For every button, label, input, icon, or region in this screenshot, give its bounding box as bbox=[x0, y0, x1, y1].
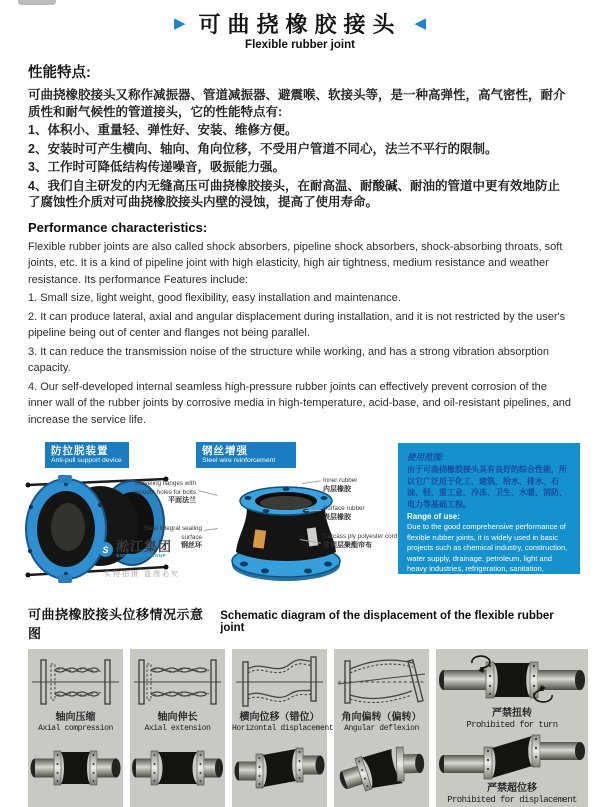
caption-en: Horizontal displacement bbox=[232, 724, 334, 733]
schematic-heading-en: Schematic diagram of the displacement of the flexible rubber joint bbox=[220, 610, 554, 634]
annotation-carcass-ply-en: Carcass ply polyester cord bbox=[323, 533, 398, 540]
caption-cn: 轴向伸长 bbox=[157, 712, 198, 723]
caption-cn: 横向位移（错位） bbox=[239, 712, 320, 723]
features-cn-item-4: 4、我们自主研发的内无缝高压可曲挠橡胶接头，在耐高温、耐酸碱、耐油的管道中更有效地防止了腐蚀性介质对可曲挠橡胶接头内壁的浸蚀，提高了使用寿命。 bbox=[28, 178, 560, 209]
caption-en: Axial compression bbox=[38, 724, 113, 733]
anti-pull-label-en: Anti-pull support device bbox=[51, 457, 122, 464]
annotation-swiveling-flanges-en1: Swiveling flanges with bbox=[134, 480, 196, 487]
annotation-surface-rubber-cn: 表层橡胶 bbox=[323, 513, 351, 521]
features-cn-heading: 性能特点: bbox=[28, 65, 91, 81]
annotation-inner-rubber-cn: 内层橡胶 bbox=[323, 485, 351, 493]
panel-prohibited bbox=[436, 649, 588, 807]
panel-axial-extension bbox=[130, 649, 225, 807]
features-en-item-4: 4. Our self-developed internal seamless high-pressure rubber joints can effectively prevent corrosion of the inner wall of the rubber joints by corrosive media in high-temperature, acid-base, and oil-resistant pipelines, and increase the service life. bbox=[28, 380, 571, 426]
annotation-surface-rubber-en: Surface rubber bbox=[323, 505, 365, 512]
corner-artifact bbox=[18, 0, 56, 5]
watermark-english: SONGJIANGGROUP bbox=[116, 553, 167, 558]
annotation-inner-rubber bbox=[323, 477, 357, 494]
title-chinese: 可曲挠橡胶接头 bbox=[198, 12, 402, 37]
features-cn-intro: 可曲挠橡胶接头又称作减振器、管道减振器、避震喉、软接头等，是一种高弹性，高气密性，耐介质性和耐气候性的管道接头，它的性能特点有: bbox=[28, 88, 566, 119]
product-gallery bbox=[0, 436, 600, 594]
prohibited-turn-photo bbox=[436, 651, 588, 707]
axial-extension-photo bbox=[130, 737, 225, 799]
range-of-use-box bbox=[398, 443, 580, 584]
anti-pull-label bbox=[45, 442, 129, 468]
features-cn-item-1: 1、体积小、重量轻、弹性好、安装、维修方便。 bbox=[28, 123, 298, 137]
features-en-intro: Flexible rubber joints are also called shock absorbers, pipeline shock absorbers, shock-absorbing throats, soft joints, etc. It is a kind of pipeline joint with high elasticity, high air tightness, medium resistance and weather resistance. Its performance Features include: bbox=[28, 240, 563, 286]
range-body-en: Due to the good comprehensive performance of flexible rubber joints, it is widely used in basic projects such as chemical industry, construction, water supply, drainage, petroleum, light and heavy industries, refrigeration, sanitation, plumbing, fire fighting, and electric power. bbox=[407, 522, 568, 584]
caption-cn: 严禁扭转 bbox=[492, 708, 532, 719]
leader-line bbox=[204, 528, 218, 531]
annotation-surface-rubber bbox=[323, 505, 365, 522]
annotation-swiveling-flanges-en2: smooth holes for bolts bbox=[134, 488, 196, 496]
caption-en: Prohibited for turn bbox=[466, 720, 558, 730]
panel-horizontal-displacement bbox=[232, 649, 334, 807]
leader-line bbox=[305, 510, 321, 511]
features-cn-item-3: 3、工作时可降低结构传递噪音，吸振能力强。 bbox=[28, 160, 285, 174]
features-cn-item-2: 2、安装时可产生横向、轴向、角向位移，不受用户管道不同心，法兰不平行的限制。 bbox=[28, 141, 498, 156]
right-triangle-icon: ◀ bbox=[414, 15, 427, 32]
schematic-heading bbox=[28, 604, 572, 642]
caption-en: Prohibited for displacement bbox=[447, 795, 577, 805]
annotation-sealing-surface-cn: 钢丝环 bbox=[181, 542, 202, 549]
horizontal-displacement-diagram bbox=[232, 653, 327, 711]
panel-angular-deflexion bbox=[334, 649, 429, 807]
caption-en: Axial extension bbox=[144, 724, 211, 733]
caption-cn: 严禁超位移 bbox=[487, 783, 537, 794]
displacement-panels bbox=[28, 649, 600, 807]
songjiang-logo-icon: S bbox=[98, 542, 113, 557]
watermark bbox=[98, 540, 172, 558]
caption-cn: 角向偏转（偏转） bbox=[341, 712, 422, 723]
leader-line bbox=[198, 490, 218, 496]
anti-pull-label-cn: 防拉脱装置 bbox=[51, 445, 109, 457]
page-title bbox=[0, 0, 600, 39]
angular-deflexion-photo bbox=[334, 737, 429, 799]
panel-axial-compression bbox=[28, 649, 123, 807]
range-body-cn: 由于可曲挠橡胶接头具有良好的综合性能，所以它广泛用于化工、建筑、给水、排水、石油、轻、重工业、冷冻、卫生、水暖、消防、电力等基础工程。 bbox=[407, 465, 567, 509]
annotation-swiveling-flanges-cn: 平面法兰 bbox=[168, 497, 196, 504]
annotation-sealing-surface-en: Steel integral sealing surface bbox=[143, 525, 202, 541]
axial-compression-photo bbox=[28, 737, 123, 799]
steel-wire-label bbox=[196, 442, 296, 468]
steel-wire-label-cn: 钢丝增强 bbox=[202, 445, 248, 457]
steel-wire-label-en: Steel wire reinforcement bbox=[202, 457, 276, 464]
annotation-swiveling-flanges bbox=[132, 480, 196, 506]
schematic-heading-cn: 可曲挠橡胶接头位移情况示意图 bbox=[28, 607, 204, 641]
annotation-carcass-ply-cn: 骨架层聚酯帘布 bbox=[323, 541, 372, 549]
features-en-item-2: 2. It can produce lateral, axial and angular displacement during installation, and it is not restricted by the user's pipeline being out of center and flanges not being parallel. bbox=[28, 310, 566, 339]
annotation-carcass-ply bbox=[323, 533, 397, 550]
features-en-item-3: 3. It can reduce the transmission noise of the structure while working, and has a strong vibration absorption capacity. bbox=[28, 345, 549, 374]
left-triangle-icon: ▶ bbox=[173, 15, 186, 32]
axial-compression-diagram bbox=[28, 653, 123, 711]
prohibited-displacement-photo bbox=[436, 732, 588, 782]
range-heading-en: Range of use: bbox=[407, 512, 460, 521]
watermark-note: 实物拍摄 盗图必究 bbox=[104, 571, 180, 578]
title-english: Flexible rubber joint bbox=[245, 39, 355, 51]
angular-deflexion-diagram bbox=[334, 653, 429, 711]
axial-extension-diagram bbox=[130, 653, 225, 711]
range-heading-cn: 使用范围: bbox=[407, 452, 444, 462]
caption-en: Angular deflexion bbox=[344, 724, 419, 733]
features-en-item-1: 1. Small size, light weight, good flexibility, easy installation and maintenance. bbox=[28, 292, 401, 304]
watermark-chinese: 淞江集团 bbox=[116, 539, 173, 554]
annotation-inner-rubber-en: Inner rubber bbox=[323, 477, 358, 484]
features-en-heading: Performance characteristics: bbox=[28, 219, 208, 235]
caption-cn: 轴向压缩 bbox=[55, 712, 96, 723]
horizontal-displacement-photo bbox=[232, 737, 327, 799]
